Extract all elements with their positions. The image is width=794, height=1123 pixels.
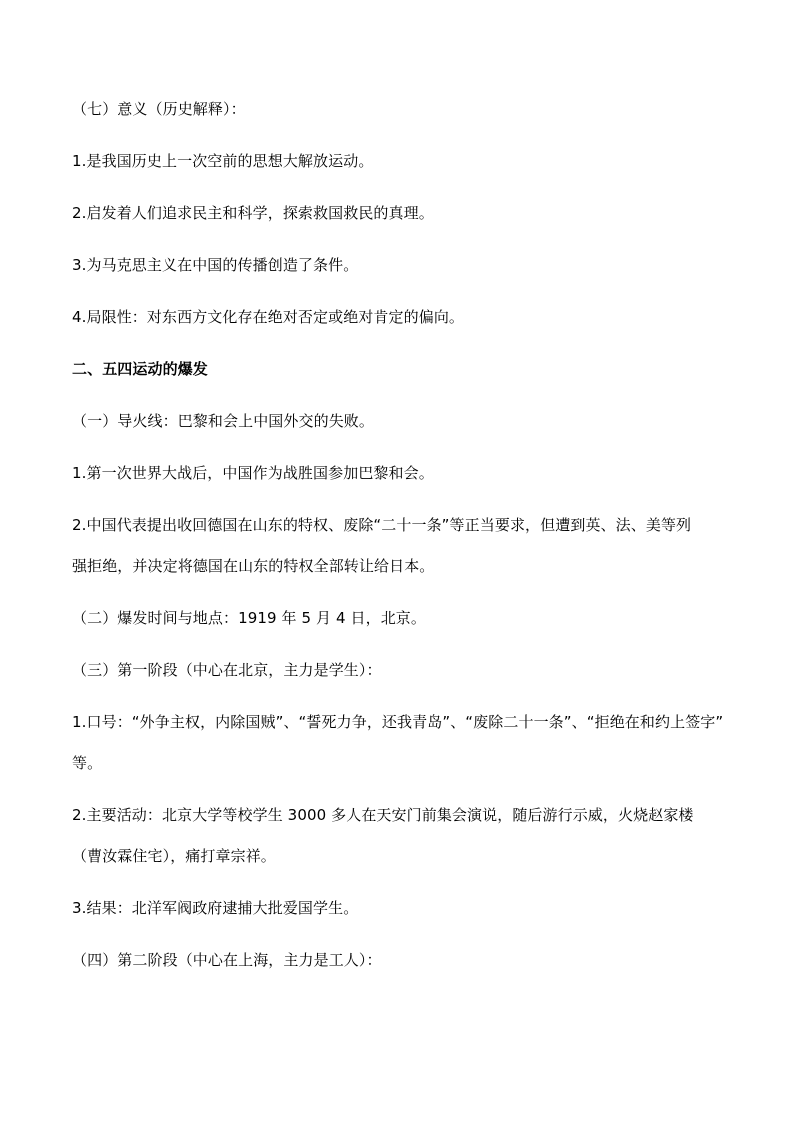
subsection-heading-first-stage: （三）第一阶段（中心在北京，主力是学生）： — [72, 661, 382, 679]
text-line: 2.主要活动：北京大学等校学生 3000 多人在天安门前集会演说，随后游行示威，火烧赵家楼 — [72, 806, 694, 824]
text-line: 强拒绝，并决定将德国在山东的特权全部转让给日本。 — [72, 557, 435, 575]
section-heading-significance: （七）意义（历史解释）： — [72, 100, 246, 118]
chapter-heading-may-fourth: 二、五四运动的爆发 — [72, 360, 208, 378]
list-item: 3.为马克思主义在中国的传播创造了条件。 — [72, 256, 359, 274]
list-item — [72, 807, 724, 865]
list-item: 2.启发着人们追求民主和科学，探索救国救民的真理。 — [72, 204, 434, 222]
text-line: 等。 — [72, 754, 103, 772]
list-item — [72, 517, 724, 575]
list-item — [72, 714, 724, 772]
subsection-heading-trigger: （一）导火线：巴黎和会上中国外交的失败。 — [72, 412, 375, 430]
text-line: 1.口号：“外争主权，内除国贼”、“誓死力争，还我青岛”、“废除二十一条”、“拒绝在和约上签字” — [72, 713, 724, 731]
text-line: 2.中国代表提出收回德国在山东的特权、废除“二十一条”等正当要求，但遭到英、法、美等列 — [72, 516, 692, 534]
text-line: （曹汝霖住宅），痛打章宗祥。 — [72, 847, 276, 865]
list-item: 1.第一次世界大战后，中国作为战胜国参加巴黎和会。 — [72, 464, 434, 482]
document-body — [72, 101, 724, 1004]
subsection-heading-time-place: （二）爆发时间与地点：1919 年 5 月 4 日，北京。 — [72, 609, 427, 627]
list-item: 4.局限性：对东西方文化存在绝对否定或绝对肯定的偏向。 — [72, 308, 465, 326]
list-item: 1.是我国历史上一次空前的思想大解放运动。 — [72, 152, 374, 170]
list-item: 3.结果：北洋军阀政府逮捕大批爱国学生。 — [72, 899, 359, 917]
subsection-heading-second-stage: （四）第二阶段（中心在上海，主力是工人）： — [72, 951, 382, 969]
